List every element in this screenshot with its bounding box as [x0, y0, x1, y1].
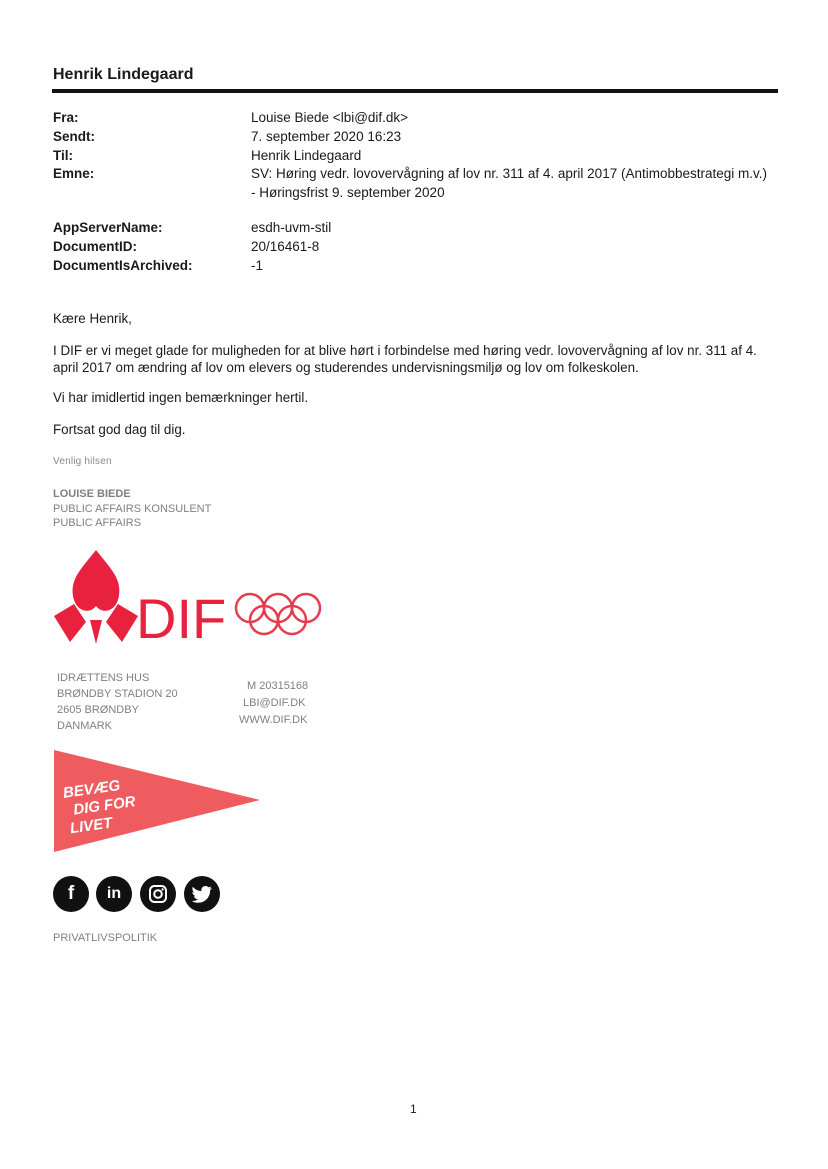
- flame-right-wing-icon: [106, 604, 138, 642]
- header-rule: [52, 89, 778, 93]
- app-server-label: AppServerName:: [53, 220, 163, 235]
- signature-title: PUBLIC AFFAIRS KONSULENT: [53, 503, 212, 515]
- flame-left-wing-icon: [54, 604, 86, 642]
- from-label: Fra:: [53, 110, 79, 125]
- document-archived-value: -1: [251, 258, 264, 273]
- phone: M 20315168: [247, 680, 309, 692]
- signature-name: LOUISE BIEDE: [53, 488, 131, 500]
- olympic-rings-icon: [236, 594, 320, 634]
- from-value: Louise Biede <lbi@dif.dk>: [251, 110, 409, 125]
- email-link[interactable]: LBI@DIF.DK: [243, 697, 306, 709]
- sent-value: 7. september 2020 16:23: [251, 129, 402, 144]
- instagram-icon[interactable]: [140, 876, 176, 912]
- document-id-value: 20/16461-8: [251, 239, 320, 254]
- twitter-icon[interactable]: [184, 876, 220, 912]
- sent-label: Sendt:: [53, 129, 95, 144]
- app-server-value: esdh-uvm-stil: [251, 220, 332, 235]
- flame-icon: [73, 550, 120, 611]
- owner-name: Henrik Lindegaard: [53, 66, 194, 83]
- pennant-line-1: BEVÆG: [61, 777, 122, 802]
- dif-logo: [52, 548, 332, 648]
- greeting: Kære Henrik,: [53, 311, 132, 326]
- linkedin-icon[interactable]: in: [96, 876, 132, 912]
- body-paragraph-2: Vi har imidlertid ingen bemærkninger hertil.: [53, 390, 309, 405]
- closing: Venlig hilsen: [53, 456, 112, 467]
- website-link[interactable]: WWW.DIF.DK: [239, 714, 308, 726]
- body-paragraph-3: Fortsat god dag til dig.: [53, 422, 186, 437]
- document-archived-label: DocumentIsArchived:: [53, 258, 193, 273]
- facebook-icon[interactable]: f: [53, 876, 89, 912]
- subject-label: Emne:: [53, 166, 95, 181]
- address-line-4: DANMARK: [57, 720, 113, 732]
- pennant-banner: [52, 748, 264, 854]
- address-line-1: IDRÆTTENS HUS: [57, 672, 150, 684]
- to-label: Til:: [53, 148, 73, 163]
- body-paragraph-1: I DIF er vi meget glade for muligheden for at blive hørt i forbindelse med høring vedr. lovovervågning af lov nr. 311 af 4. april 2017 om ændring af lov om elevers og studerendes undervisningsmiljø og lov om folkeskolen.: [53, 343, 757, 375]
- address-line-2: BRØNDBY STADION 20: [57, 688, 178, 700]
- pennant-line-3: LIVET: [68, 814, 114, 838]
- page-number: 1: [410, 1102, 417, 1116]
- dif-logo-text: DIF: [136, 587, 227, 648]
- subject-value: SV: Høring vedr. lovovervågning af lov nr. 311 af 4. april 2017 (Antimobbestrategi m.v.) - Høringsfrist 9. september 2020: [251, 166, 768, 200]
- signature-department: PUBLIC AFFAIRS: [53, 517, 142, 529]
- pennant-line-2: DIG FOR: [72, 793, 137, 819]
- privacy-policy-link[interactable]: PRIVATLIVSPOLITIK: [53, 932, 158, 944]
- address-line-3: 2605 BRØNDBY: [57, 704, 139, 716]
- to-value: Henrik Lindegaard: [251, 148, 362, 163]
- document-id-label: DocumentID:: [53, 239, 137, 254]
